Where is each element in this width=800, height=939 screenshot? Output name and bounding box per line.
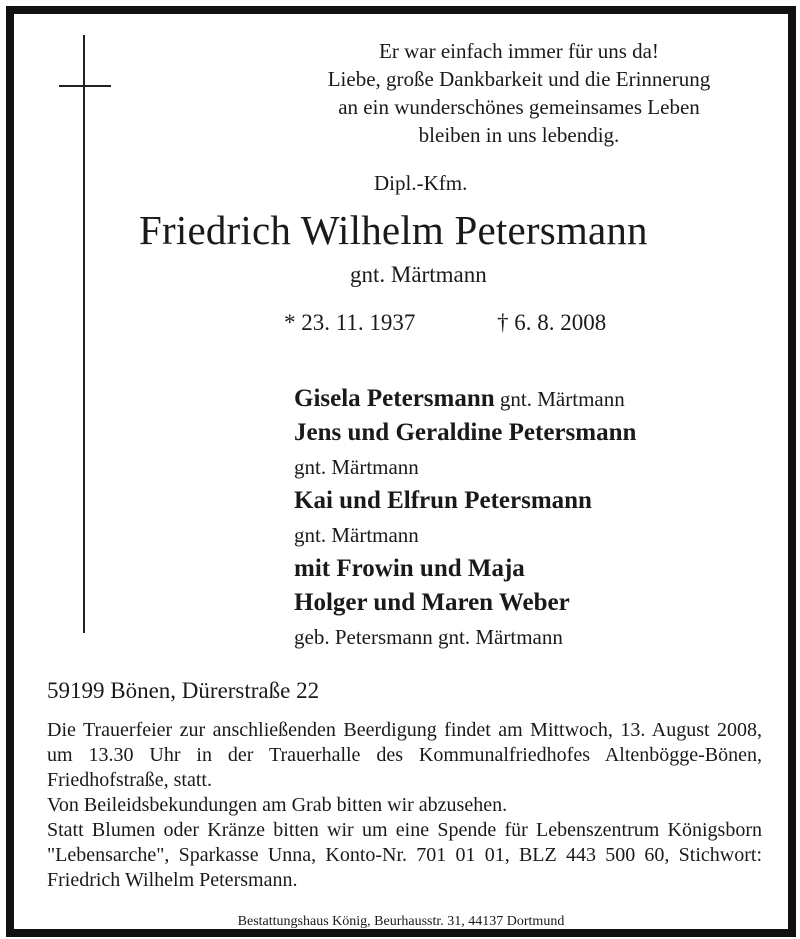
obituary-frame	[6, 6, 796, 937]
family-address: 59199 Bönen, Dürerstraße 22	[47, 678, 320, 703]
memorial-quote	[289, 37, 749, 149]
funeral-info: Die Trauerfeier zur anschließenden Beerdigung findet am Mittwoch, 13. August 2008, um 13.30 Uhr in der Trauerhalle des Kommunalfriedhofes Altenbögge-Bönen, Friedhofstraße, statt.	[47, 719, 762, 791]
cross-icon-bar	[59, 85, 111, 87]
mourner-suffix: gnt. Märtmann	[294, 455, 419, 479]
mourner-suffix: gnt. Märtmann	[494, 387, 625, 411]
deceased-name: Friedrich Wilhelm Petersmann	[139, 207, 648, 253]
academic-title: Dipl.-Kfm.	[374, 171, 468, 195]
quote-line: bleiben in uns lebendig.	[418, 123, 620, 147]
mourner-suffix: gnt. Märtmann	[294, 523, 419, 547]
cross-icon	[83, 35, 85, 633]
mourner-name: Kai und Elfrun Petersmann	[294, 487, 592, 514]
quote-line: an ein wunderschönes gemeinsames Leben	[338, 95, 700, 119]
quote-line: Er war einfach immer für uns da!	[379, 39, 659, 63]
mourner-name: mit Frowin und Maja	[294, 555, 525, 582]
funeral-home: Bestattungshaus König, Beurhausstr. 31, 44137 Dortmund	[237, 914, 565, 929]
mourner-suffix: geb. Petersmann gnt. Märtmann	[294, 625, 563, 649]
quote-line: Liebe, große Dankbarkeit und die Erinnerung	[327, 67, 711, 91]
mourner-name: Jens und Geraldine Petersmann	[294, 419, 637, 446]
condolence-note: Von Beileidsbekundungen am Grab bitten wir abzusehen.	[47, 794, 508, 816]
death-date: † 6. 8. 2008	[497, 310, 607, 335]
mourner-entry	[294, 382, 774, 416]
mourner-name: Holger und Maren Weber	[294, 589, 570, 616]
birth-date: * 23. 11. 1937	[284, 310, 416, 335]
mourner-name: Gisela Petersmann	[294, 385, 495, 412]
funeral-details	[47, 718, 762, 893]
mourners-list	[294, 382, 774, 654]
donation-note: Statt Blumen oder Kränze bitten wir um eine Spende für Lebenszentrum Königsborn "Lebensarche", Sparkasse Unna, Konto-Nr. 701 01 01, BLZ 443 500 60, Stichwort: Friedrich Wilhelm Petersmann.	[47, 819, 762, 891]
deceased-nickname: gnt. Märtmann	[350, 262, 487, 287]
